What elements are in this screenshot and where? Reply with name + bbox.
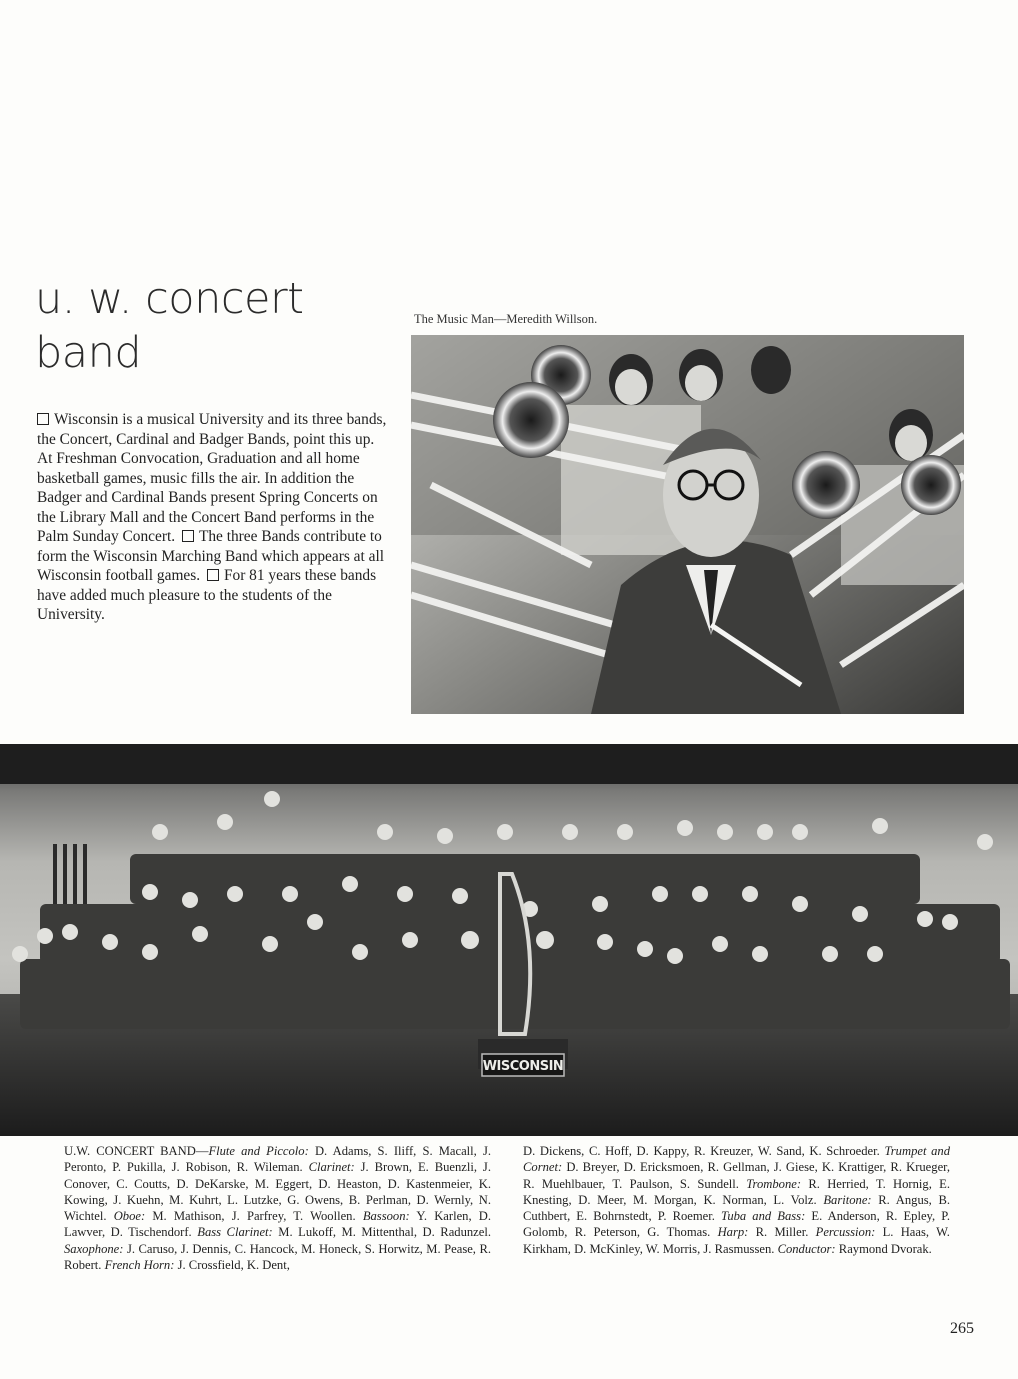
roster-section-name: Harp: [717,1225,749,1240]
square-bullet-icon [207,569,219,581]
intro-paragraph [37,410,387,625]
roster-section-members: Raymond Dvorak. [838,1241,932,1256]
roster-section-members: J. Caruso, J. Dennis, C. Hancock, M. Honeck, S. Horwitz, M. Pease, R. Robert. [64,1241,491,1273]
title-line-2: band [35,328,142,378]
roster-section-name: Clarinet: [308,1160,355,1175]
roster-section-members: J. Brown, E. Buenzli, J. Conover, C. Coutts, D. DeKarske, M. Eggert, D. Heaston, D. Kastenmeier, K. Kowing, J. Kuehn, M. Kuhrt, L. Lutzke, G. Owens, B. Perlman, D. Wernly, N. Wichtel. [64,1160,491,1224]
roster-section-name: Percussion: [815,1225,876,1240]
roster-section-name: Flute and Piccolo: [208,1144,309,1158]
title-line-1: u. w. concert [35,274,304,324]
roster-continued: D. Dickens, C. Hoff, D. Kappy, R. Kreuzer, W. Sand, K. Schroeder. [523,1144,880,1158]
roster-section-name: Tuba and Bass: [721,1209,806,1224]
roster-section-members: M. Lukoff, M. Mittenthal, D. Radunzel. [278,1225,492,1240]
roster-section-name: Baritone: [823,1192,872,1207]
roster-section-name: Bassoon: [362,1209,410,1224]
stage-sign: WISCONSIN [482,1059,564,1074]
roster-section-members: L. Haas, W. Kirkham, D. McKinley, W. Morris, J. Rasmussen. [523,1225,950,1256]
roster-section-name: Bass Clarinet: [197,1225,273,1240]
roster-section-name: French Horn: [104,1258,175,1273]
roster-lead: U.W. CONCERT BAND— [64,1144,209,1158]
roster-section-name: Trumpet and Cornet: [523,1144,951,1175]
roster-section-members: R. Herried, T. Hornig, E. Knesting, D. Meer, M. Morgan, K. Norman, L. Volz. [523,1176,950,1207]
roster-section-name: Oboe: [113,1209,146,1224]
intro-text-2: The three Bands contribute to form the Wisconsin Marching Band which appears at all Wisconsin football games. [37,528,385,584]
roster-section-members: J. Crossfield, K. Dent, [177,1258,290,1273]
intro-text-1: Wisconsin is a musical University and its three bands, the Concert, Cardinal and Badger Bands, point this up. At Freshman Convocation, Graduation and all home basketball games, music fills the air. In addition the Badger and Cardinal Bands present Spring Concerts on the Library Mall and the Concert Band performs in the Palm Sunday Concert. [37,411,387,545]
square-bullet-icon [182,530,194,542]
roster-column-1 [64,1143,491,1273]
roster-section-name: Conductor: [777,1241,836,1256]
roster-section-members: D. Breyer, D. Ericksmoen, R. Gellman, J. Giese, K. Krattiger, R. Krueger, R. Muehlbauer, T. Paulson, S. Sundell. [523,1160,950,1191]
roster-section-name: Saxophone: [64,1241,124,1256]
roster-section-members: Y. Karlen, D. Lawver, D. Tischendorf. [64,1209,492,1240]
band-group-photo [0,744,1018,1136]
intro-text-3: For 81 years these bands have added much pleasure to the students of the University. [37,567,377,623]
roster-section-members: D. Adams, S. Iliff, S. Macall, J. Peronto, P. Pukilla, J. Robison, R. Wileman. [64,1144,491,1175]
roster-section-members: R. Miller. [755,1225,809,1240]
page-number: 265 [950,1320,974,1337]
roster-section-members: R. Angus, B. Cuthbert, E. Bohrnstedt, P. Roemer. [523,1192,951,1224]
roster-column-2 [523,1143,950,1257]
page-title [35,272,395,380]
roster-section-members: M. Mathison, J. Parfrey, T. Woollen. [152,1209,356,1224]
roster-section-name: Trombone: [746,1176,802,1191]
square-bullet-icon [37,413,49,425]
photo-caption: The Music Man—Meredith Willson. [414,312,598,326]
conductor-photo [411,335,964,714]
roster-section-members: E. Anderson, R. Epley, P. Golomb, R. Peterson, G. Thomas. [523,1209,951,1240]
